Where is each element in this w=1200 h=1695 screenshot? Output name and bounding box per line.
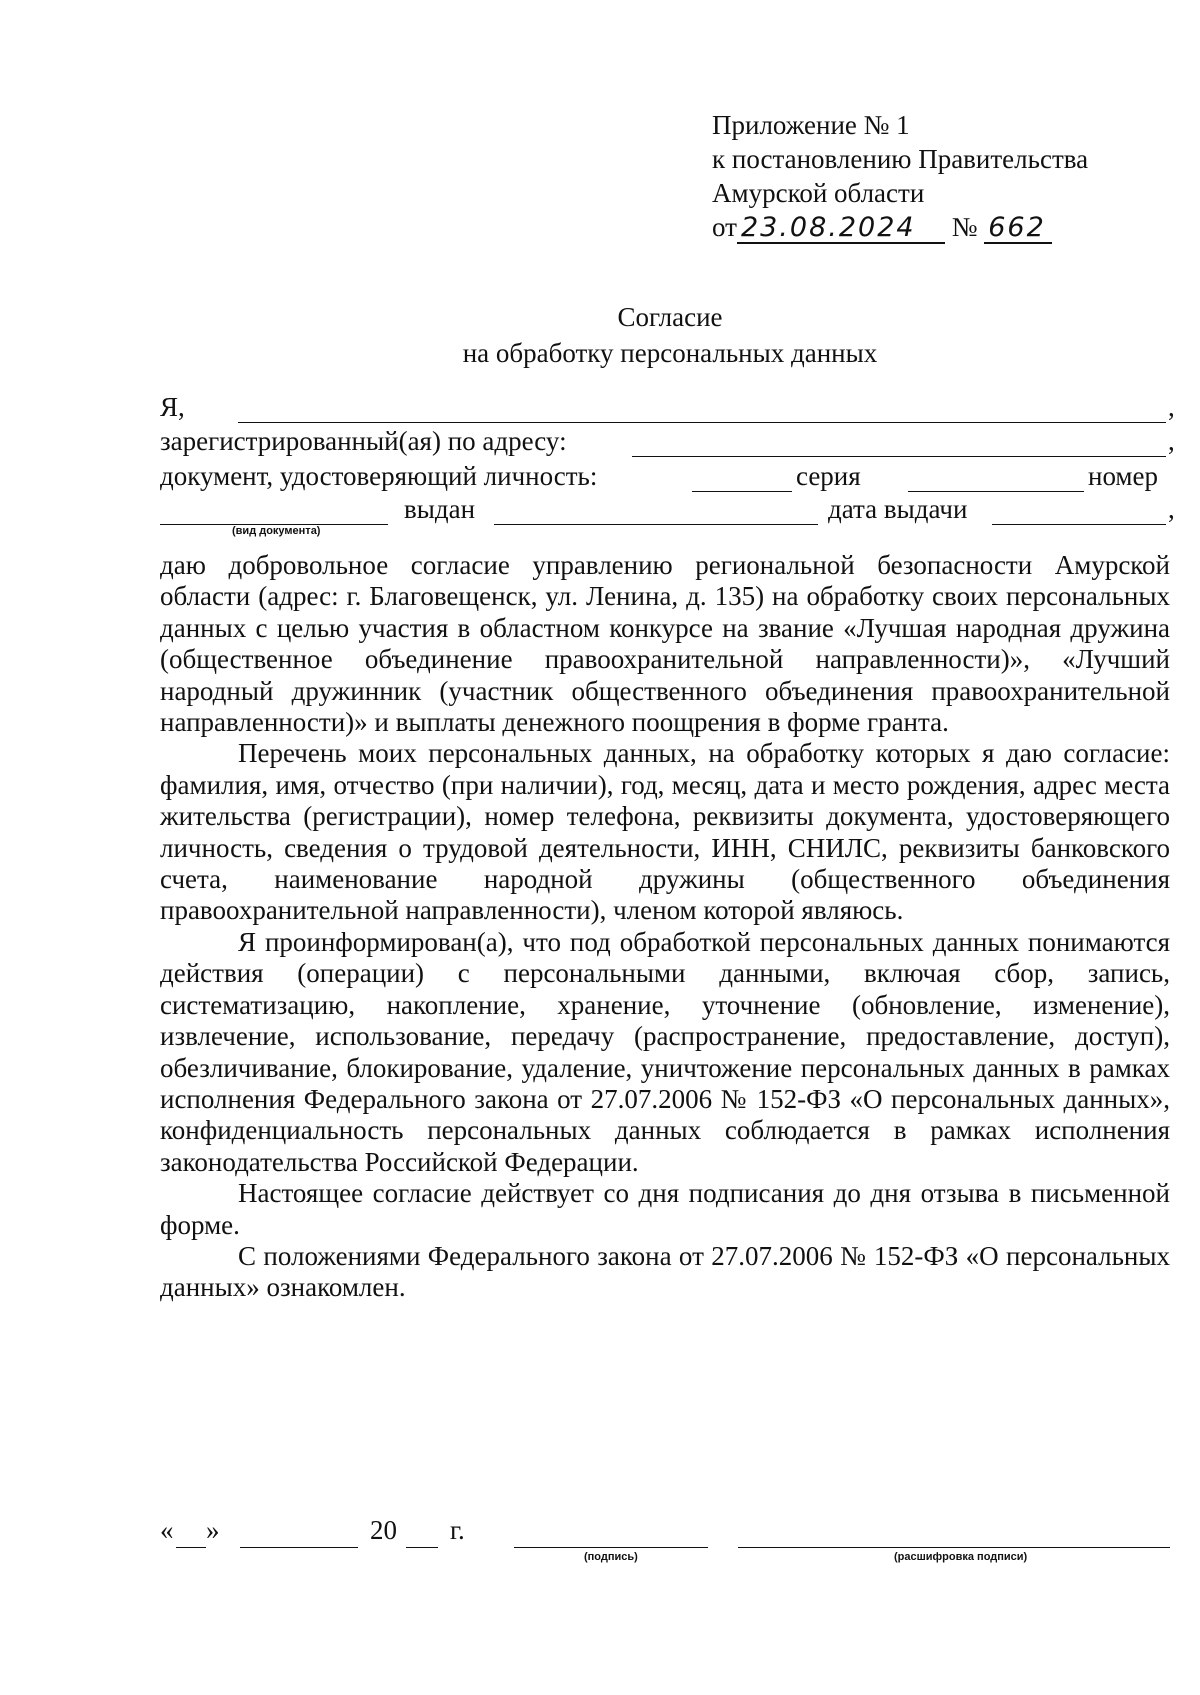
document-line [160, 461, 1170, 495]
appendix-reference: к постановлению Правительства [712, 144, 1089, 174]
appendix-title: Приложение № 1 [712, 110, 910, 140]
signature-hint: (подпись) [584, 1551, 638, 1563]
handwritten-date: 23.08.2024 [737, 214, 945, 244]
appendix-region: Амурской области [712, 178, 925, 208]
comma: , [1168, 392, 1175, 422]
month-field[interactable] [240, 1547, 358, 1548]
quote-close: » [206, 1515, 220, 1545]
name-line [160, 392, 1175, 426]
issue-date-field[interactable] [992, 524, 1166, 525]
address-label: зарегистрированный(ая) по адресу: [160, 426, 567, 456]
document-blank-field[interactable] [692, 491, 792, 492]
appendix-header [712, 108, 1088, 244]
day-field[interactable] [176, 1547, 206, 1548]
series-field[interactable] [908, 491, 1084, 492]
signature-decode-hint: (расшифровка подписи) [894, 1551, 1028, 1563]
comma: , [1168, 494, 1175, 524]
from-prefix: от [712, 212, 737, 242]
comma: , [1168, 426, 1175, 456]
document-label: документ, удостоверяющий личность: [160, 461, 598, 491]
series-label: серия [796, 461, 861, 491]
signature-field[interactable] [514, 1547, 708, 1548]
number-sign: № [951, 212, 978, 242]
year-field[interactable] [406, 1547, 438, 1548]
year-prefix: 20 [370, 1515, 397, 1545]
issued-label: выдан [404, 494, 476, 524]
appendix-date-number-line [712, 210, 1088, 244]
consent-paragraph-1: даю добровольное согласие управлению региональной безопасности Амурской области (адрес: г. Благовещенск, ул. Ленина, д. 135) на обработку своих персональных данных с целью участия в областном конкурсе на звание «Лучшая народная дружина (общественное объединение правоохранительной направленности)», «Лучший народный дружинник (участник общественного объединения правоохранительной направленности)» и выплаты денежного поощрения в форме гранта. [160, 550, 1170, 738]
issue-date-label: дата выдачи [828, 494, 968, 524]
address-field[interactable] [632, 456, 1166, 457]
issued-line [160, 494, 1175, 528]
signature-decode-field[interactable] [738, 1547, 1170, 1548]
year-suffix: г. [450, 1515, 465, 1545]
consent-body [160, 550, 1170, 1304]
document-type-hint: (вид документа) [232, 525, 321, 537]
name-field[interactable] [238, 422, 1166, 423]
consent-paragraph-5: С положениями Федерального закона от 27.07.2006 № 152-ФЗ «О персональных данных» ознакомлен. [160, 1240, 1170, 1303]
consent-paragraph-2: Перечень моих персональных данных, на обработку которых я даю согласие: фамилия, имя, отчество (при наличии), год, месяц, дата и место рождения, адрес места жительства (регистрации), номер телефона, реквизиты документа, удостоверяющего личность, сведения о трудовой деятельности, ИНН, СНИЛС, реквизиты банковского счета, наименование народной дружины (общественного объединения правоохранительной направленности), членом которой являюсь. [160, 738, 1170, 926]
address-line [160, 426, 1175, 460]
number-label: номер [1088, 461, 1159, 491]
consent-paragraph-4: Настоящее согласие действует со дня подписания до дня отзыва в письменной форме. [160, 1178, 1170, 1240]
handwritten-number: 662 [984, 214, 1052, 244]
document-title: Согласие [617, 302, 723, 332]
i-label: Я, [160, 392, 185, 422]
issued-by-field[interactable] [494, 524, 818, 525]
consent-paragraph-3: Я проинформирован(а), что под обработкой персональных данных понимаются действия (операции) с персональными данными, включая сбор, запись, систематизацию, накопление, хранение, уточнение (обновление, изменение), извлечение, использование, передачу (распространение, предоставление, доступ), обезличивание, блокирование, удаление, уничтожение персональных данных в рамках исполнения Федерального закона от 27.07.2006 № 152-ФЗ «О персональных данных», конфиденциальность персональных данных соблюдается в рамках исполнения законодательства Российской Федерации. [160, 926, 1170, 1177]
quote-open: « [160, 1515, 174, 1545]
document-subtitle: на обработку персональных данных [462, 338, 878, 368]
signature-line [160, 1515, 1180, 1575]
